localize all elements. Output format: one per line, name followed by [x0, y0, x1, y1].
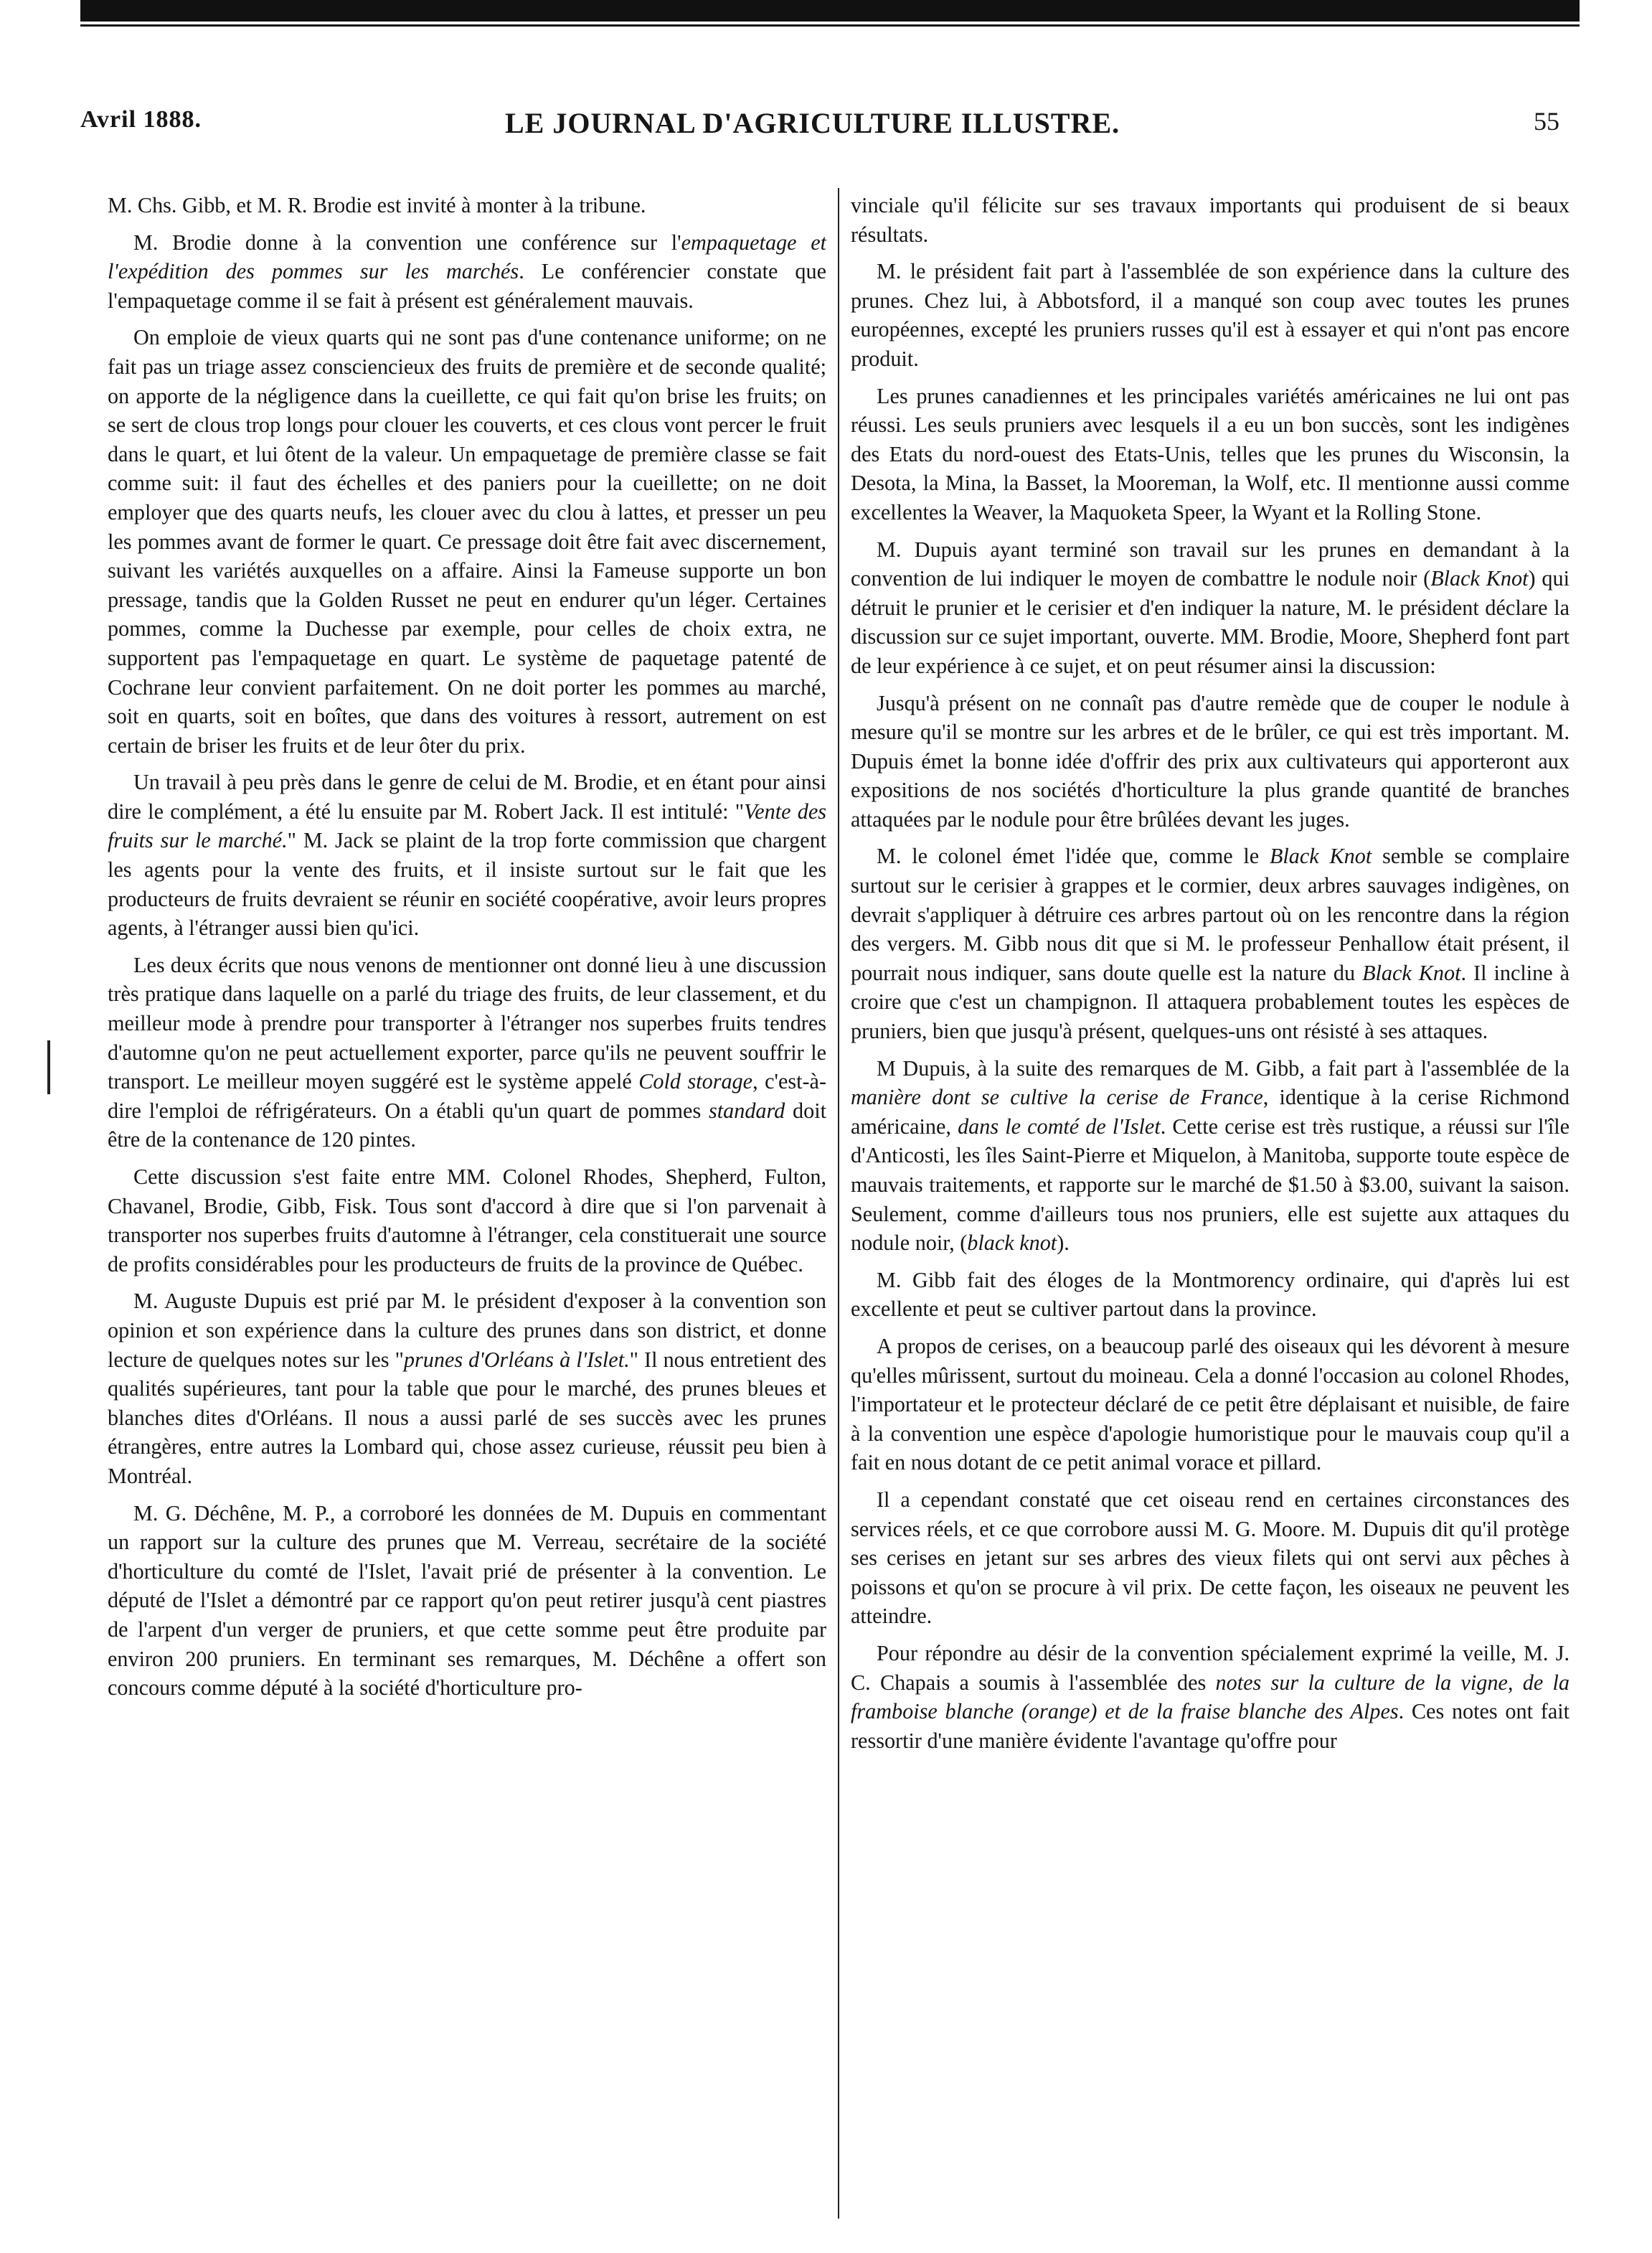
text-run: . Il incline à croire que c'est un champignon. Il attaquera probablement toutes les espèces de pruniers, bien que jusqu'à présent, quelques-uns ont résisté à ses attaques. [851, 960, 1570, 1044]
paragraph [851, 1332, 1570, 1477]
text-run: A propos de cerises, on a beaucoup parlé des oiseaux qui les dévorent à mesure qu'elles mûrissent, surtout du moineau. Cela a donné l'occasion au colonel Rhodes, l'importateur et le protecteur déclaré de ce petit être déplaisant et nuisible, de faire à la convention une espèce d'apologie humoristique pour le mauvais coup qu'il a fait en nous dotant de ce petit animal vorace et pillard. [851, 1333, 1570, 1475]
text-run: M. Brodie donne à la convention une conférence sur l' [133, 230, 681, 255]
text-run: Un travail à peu près dans le genre de celui de M. Brodie, et en étant pour ainsi dire le complément, a été lu ensuite par M. Robert Jack. Il est intitulé: " [108, 770, 826, 824]
text-run: Pour répondre au désir de la convention spécialement exprimé la veille, M. J. C. Chapais a soumis à l'assemblée des [851, 1640, 1570, 1695]
text-run: vinciale qu'il félicite sur ses travaux importants qui produisent de si beaux résultats. [851, 193, 1570, 247]
column-divider [838, 188, 839, 2219]
text-run: . Ces notes ont fait ressortir d'une manière évidente l'avantage qu'offre pour [851, 1699, 1570, 1753]
text-run: , c'est-à-dire l'emploi de réfrigérateurs. On a établi qu'un quart de pommes [108, 1069, 826, 1123]
paragraph [851, 535, 1570, 681]
text-run: Les prunes canadiennes et les principales variétés américaines ne lui ont pas réussi. Les seuls pruniers avec lesquels il a eu un bon succès, sont les indigènes des Etats du nord-ouest des Etats-Unis, telles que les prunes du Wisconsin, la Desota, la Mina, la Basset, la Mooreman, la Wolf, etc. Il mentionne aussi comme excellentes la Weaver, la Maquoketa Speer, la Wyant et la Rolling Stone. [851, 383, 1570, 525]
text-run: . Cette cerise est très rustique, a réussi sur l'île d'Anticosti, les îles Saint-Pierre et Miquelon, à Manitoba, supporte toute espèce de mauvais traitements, et rapporte sur le marché de $1.50 à $3.00, suivant la saison. Seulement, comme d'ailleurs tous nos pruniers, elle est sujette aux attaques du nodule noir, ( [851, 1114, 1570, 1256]
text-run: M. G. Déchêne, M. P., a corroboré les données de M. Dupuis en commentant un rapport sur la culture des prunes que M. Verreau, secrétaire de la société d'horticulture du comté de l'Islet, l'avait prié de présenter à la convention. Le député de l'Islet a démontré par ce rapport qu'on peut retirer jusqu'à cent piastres de l'arpent d'un verger de pruniers, et que cette somme peut être produite par environ 200 pruniers. En terminant ses remarques, M. Déchêne a offert son concours comme député à la société d'horticulture pro- [108, 1500, 826, 1701]
text-run: M Dupuis, à la suite des remarques de M. Gibb, a fait part à l'assemblée de la [877, 1055, 1570, 1081]
text-run: On emploie de vieux quarts qui ne sont pas d'une contenance uniforme; on ne fait pas un triage assez consciencieux des fruits de première et de seconde qualité; on apporte de la négligence dans la cueillette, ce qui fait qu'on brise les fruits; on se sert de clous trop longs pour clouer les couverts, et ces clous vont percer le fruit dans le quart, et lui ôtent de la valeur. Un empaquetage de première classe se fait comme suit: il faut des échelles et des paniers pour la cueillette; on ne doit employer que des quarts neufs, les clouer avec du clou à lattes, et presser un peu les pommes avant de former le quart. Ce pressage doit être fait avec discernement, suivant les variétés auxquelles on a affaire. Ainsi la Fameuse supporte un bon pressage, tandis que la Golden Russet ne peut en endurer qu'un léger. Certaines pommes, comme la Duchesse par exemple, pour celles de choix extra, ne supportent pas l'empaquetage en quart. Le système de paquetage patenté de Cochrane leur convient parfaitement. On ne doit porter les pommes au marché, soit en quarts, soit en boîtes, que dans des voitures à ressort, autrement on est certain de briser les fruits et de leur ôter du prix. [108, 325, 826, 758]
text-run: M. Dupuis ayant terminé son travail sur les prunes en demandant à la convention de lui indiquer le moyen de combattre le nodule noir ( [851, 537, 1570, 591]
italic-run: Black Knot [1362, 960, 1461, 985]
right-column [851, 191, 1570, 2229]
italic-run: Black Knot [1430, 566, 1529, 591]
paragraph [108, 1162, 826, 1279]
paragraph [851, 382, 1570, 527]
italic-run: dans le comté de l'Islet [958, 1114, 1161, 1139]
margin-mark [47, 1040, 50, 1094]
italic-run: manière dont se cultive la cerise de France [851, 1085, 1263, 1110]
text-run: " M. Jack se plaint de la trop forte commission que chargent les agents pour la vente des fruits, et il insiste surtout sur le fait que les producteurs de fruits devraient se réunir en société coopérative, avoir leurs propres agents, à l'étranger aussi bien qu'ici. [108, 828, 826, 941]
text-run: doit être de la contenance de 120 pintes. [108, 1098, 826, 1152]
page-number: 55 [1534, 107, 1559, 136]
italic-run: black knot [967, 1231, 1057, 1256]
text-run: semble se complaire surtout sur le cerisier à grappes et le cormier, deux arbres sauvages indigènes, on devrait s'appliquer à détruire ces arbres partout où on les rencontre dans la région des vergers. M. Gibb nous dit que si M. le professeur Penhallow était présent, il pourrait nous indiquer, sans doute quelle est la nature du [851, 844, 1570, 985]
text-run: . Le conférencier constate que l'empaquetage comme il se fait à présent est généralement mauvais. [108, 259, 826, 313]
text-run: M. Chs. Gibb, et M. R. Brodie est invité à monter à la tribune. [108, 193, 646, 217]
paragraph [851, 1054, 1570, 1258]
paragraph [108, 323, 826, 760]
page-header [80, 106, 1559, 149]
italic-run: Vente des fruits sur le marché. [108, 799, 826, 853]
italic-run: prunes d'Orléans à l'Islet. [403, 1347, 630, 1372]
header-date: Avril 1888. [80, 106, 202, 133]
paragraph [851, 1485, 1570, 1631]
paragraph [108, 951, 826, 1154]
italic-run: standard [709, 1098, 785, 1123]
text-run: , identique à la cerise Richmond américaine, [851, 1085, 1570, 1139]
text-run: Il a cependant constaté que cet oiseau rend en certaines circonstances des services réels, et ce que corrobore aussi M. G. Moore. M. Dupuis dit qu'il protège ses cerises en jetant sur ses arbres des vieux filets qui ont servi aux pêches à poissons et qu'on se procure à vil prix. De cette façon, les oiseaux ne peuvent les atteindre. [851, 1487, 1570, 1629]
journal-title: LE JOURNAL D'AGRICULTURE ILLUSTRE. [505, 107, 1120, 139]
text-run: M. Auguste Dupuis est prié par M. le président d'exposer à la convention son opinion et son expérience dans la culture des prunes dans son district, et donne lecture de quelques notes sur les " [108, 1289, 826, 1372]
paragraph [851, 1639, 1570, 1755]
paragraph [108, 1499, 826, 1703]
paragraph [851, 689, 1570, 834]
text-run: Jusqu'à présent on ne connaît pas d'autre remède que de couper le nodule à mesure qu'il se montre sur les arbres et de le brûler, ce qui est très important. M. Dupuis émet la bonne idée d'offrir des prix aux cultivateurs qui apporteront aux expositions de nos sociétés d'horticulture la plus grande quantité de branches attaquées par le nodule pour être brûlées devant les juges. [851, 690, 1570, 832]
paragraph [108, 768, 826, 943]
paragraph [851, 257, 1570, 373]
paragraph [851, 842, 1570, 1045]
top-border-bar [80, 0, 1580, 22]
italic-run: notes sur la culture de la vigne, de la framboise blanche (orange) et de la fraise blanche des Alpes [851, 1670, 1570, 1724]
paragraph [108, 1287, 826, 1490]
text-run: M. le colonel émet l'idée que, comme le [877, 844, 1270, 869]
paragraph [851, 1266, 1570, 1324]
paragraph [851, 191, 1570, 249]
text-run: M. le président fait part à l'assemblée de son expérience dans la culture des prunes. Chez lui, à Abbotsford, il a manqué son coup avec toutes les prunes européennes, excepté les pruniers russes qu'il est à essayer et qui n'ont pas encore produit. [851, 259, 1570, 371]
left-column [108, 191, 826, 2229]
paragraph [108, 228, 826, 316]
italic-run: Cold storage [638, 1069, 753, 1094]
text-run: ). [1057, 1231, 1070, 1256]
text-run: Cette discussion s'est faite entre MM. Colonel Rhodes, Shepherd, Fulton, Chavanel, Brodie, Gibb, Fisk. Tous sont d'accord à dire que si l'on parvenait à transporter nos superbes fruits d'automne à l'étranger, cela constituerait une source de profits considérables pour les producteurs de fruits de la province de Québec. [108, 1165, 826, 1276]
top-border-rule [80, 24, 1580, 27]
italic-run: Black Knot [1269, 844, 1372, 869]
text-run: Les deux écrits que nous venons de mentionner ont donné lieu à une discussion très pratique dans laquelle on a parlé du triage des fruits, de leur classement, et du meilleur mode à prendre pour transporter à l'étranger nos superbes fruits tendres d'automne qu'on ne peut actuellement exporter, parce qu'ils ne peuvent souffrir le transport. Le meilleur moyen suggéré est le système appelé [108, 952, 826, 1094]
text-run: " Il nous entretient des qualités supérieures, tant pour la table que pour le marché, des prunes bleues et blanches dites d'Orléans. Il nous a aussi parlé de ses succès avec les prunes étrangères, entre autres la Lombard qui, chose assez curieuse, réussit peu bien à Montréal. [108, 1347, 826, 1488]
italic-run: empaquetage et l'expédition des pommes sur les marchés [108, 230, 826, 284]
paragraph [108, 191, 826, 220]
text-run: ) qui détruit le prunier et le cerisier et d'en indiquer la nature, M. le président déclare la discussion sur ce sujet important, ouverte. MM. Brodie, Moore, Shepherd font part de leur expérience à ce sujet, et on peut résumer ainsi la discussion: [851, 566, 1570, 678]
text-run: M. Gibb fait des éloges de la Montmorency ordinaire, qui d'après lui est excellente et peut se cultiver partout dans la province. [851, 1267, 1570, 1322]
